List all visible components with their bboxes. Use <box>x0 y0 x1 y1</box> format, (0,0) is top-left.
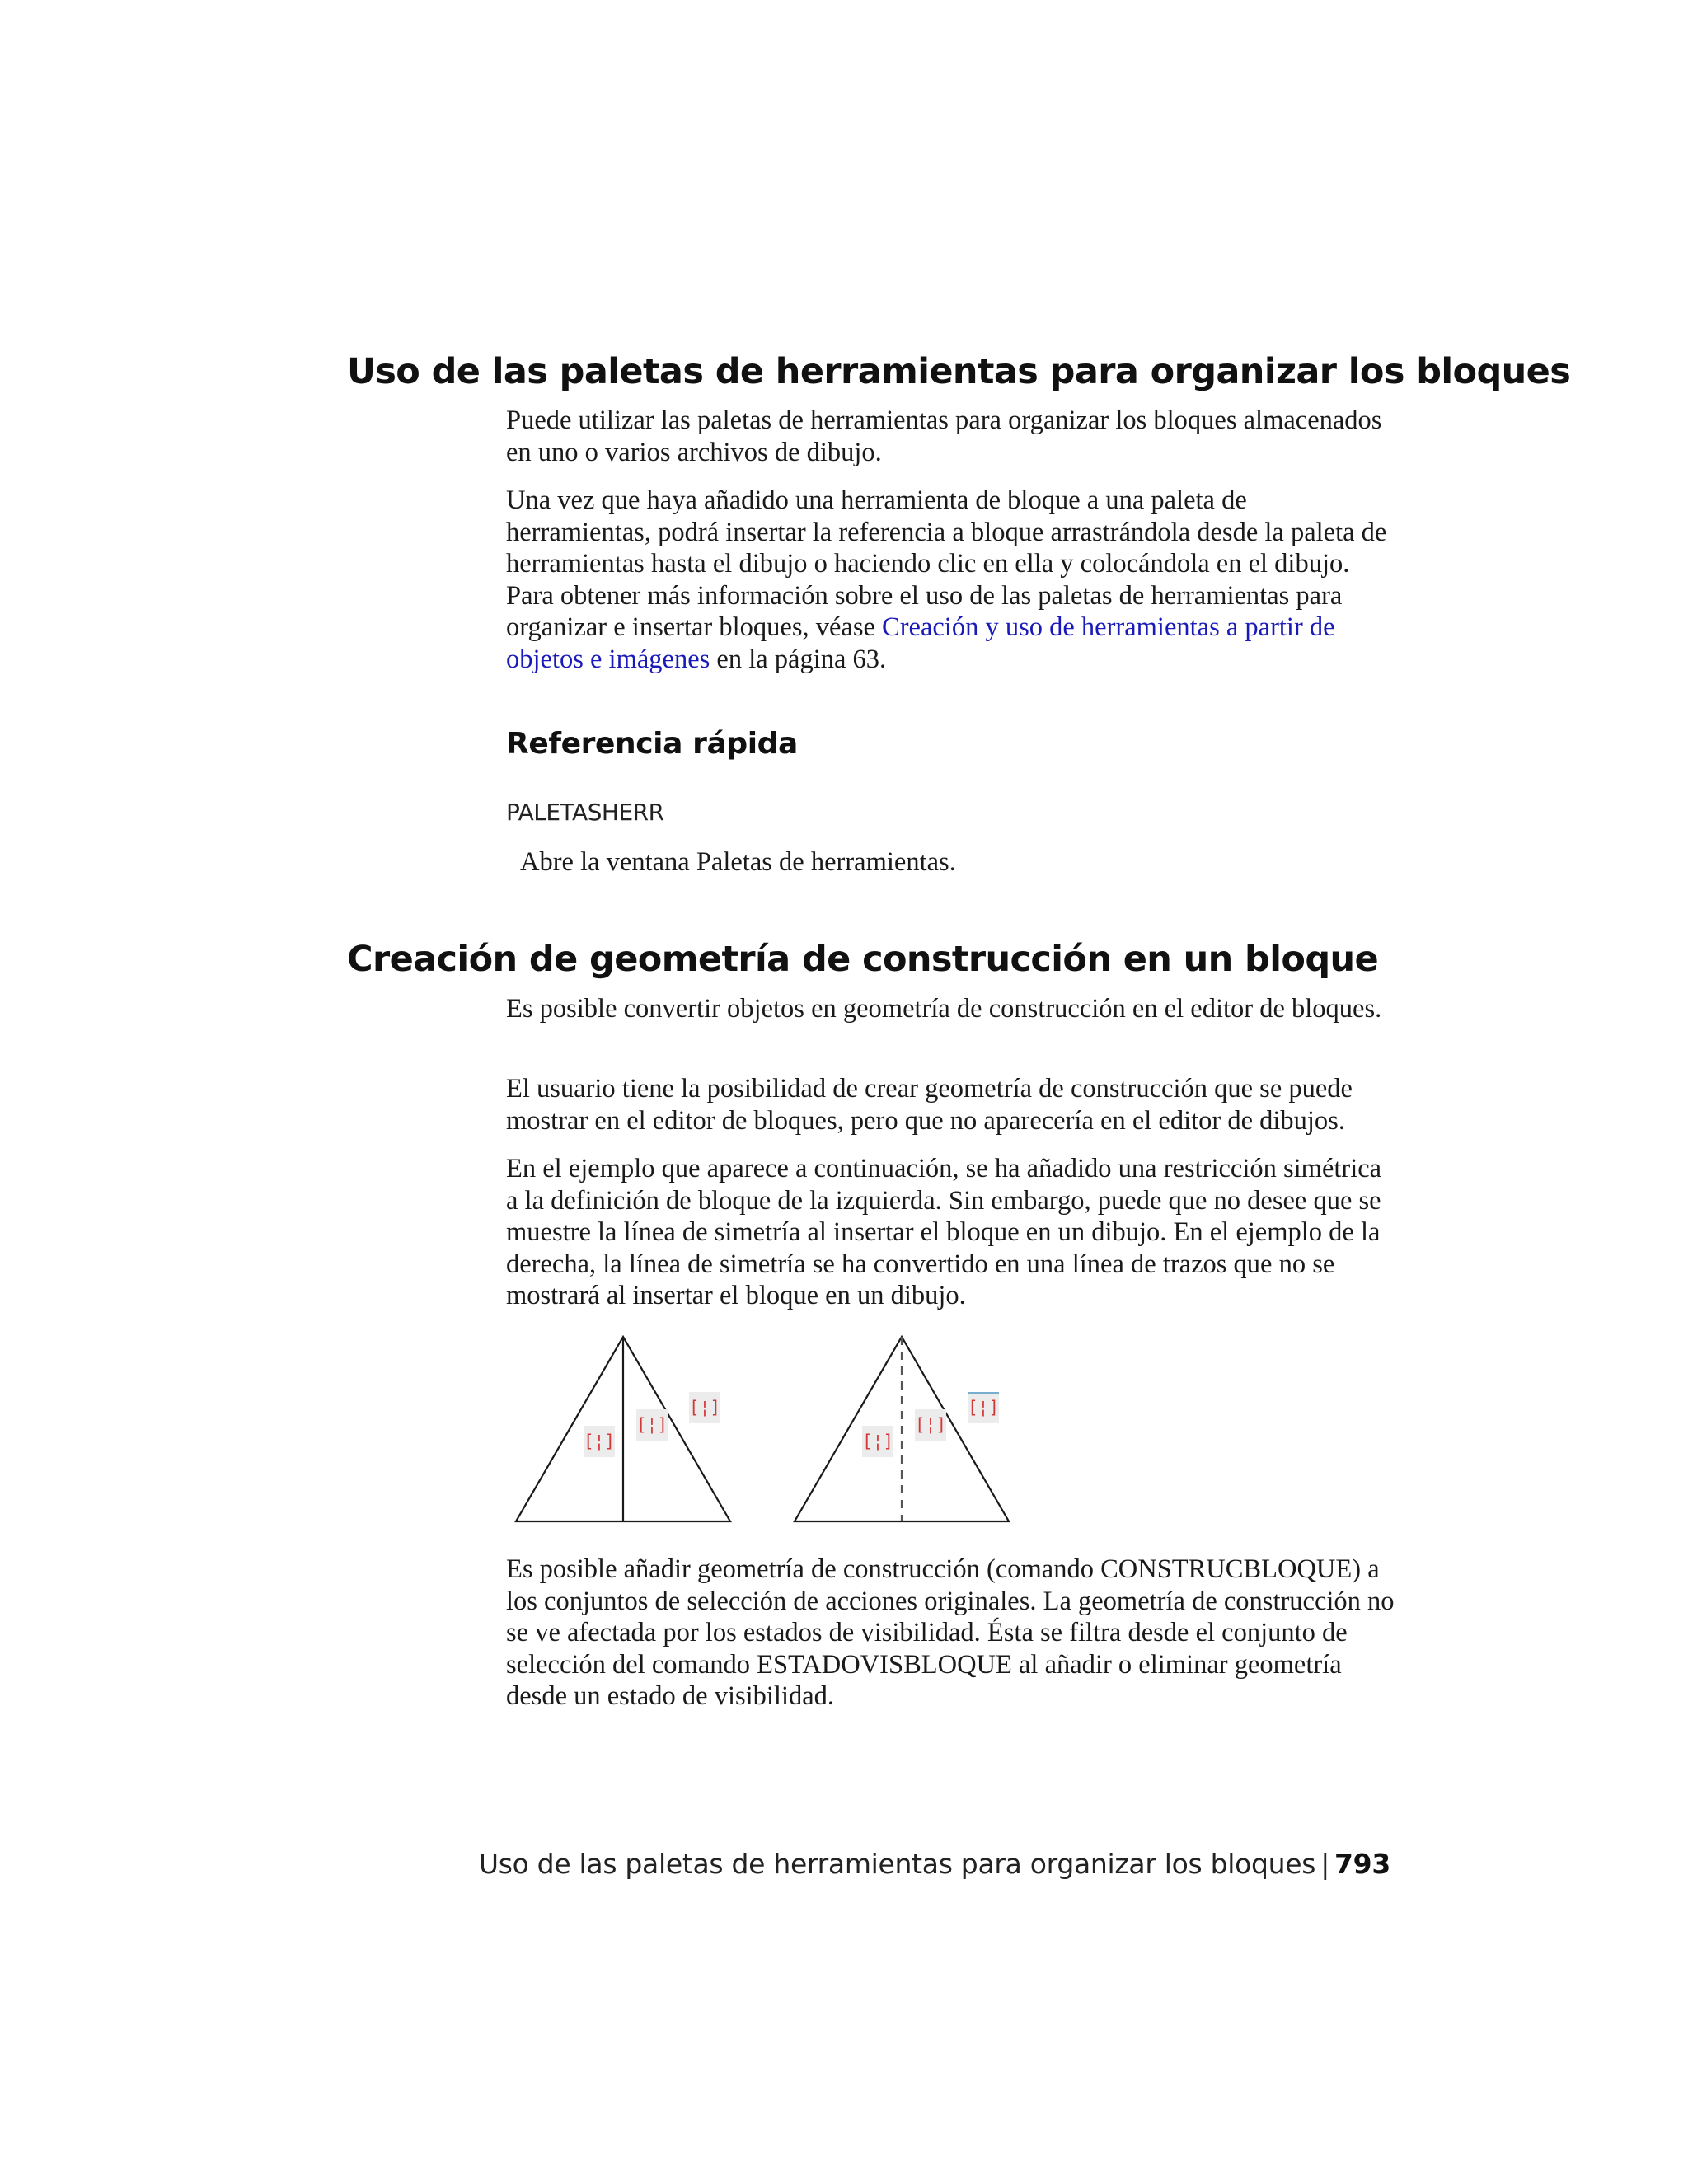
left-block-triangle <box>516 1337 730 1521</box>
section1-paragraph-2-tail: en la página 63. <box>710 644 887 674</box>
left-constraint-icon-3 <box>689 1392 720 1423</box>
section2-paragraph-2: El usuario tiene la posibilidad de crear geometría de construcción que se puede mostrar en el editor de bloques, pero que no aparecería en el editor de dibujos. <box>506 1074 1353 1136</box>
command-description: Abre la ventana Paletas de herramientas. <box>520 847 956 877</box>
section1-paragraph-2-text: Una vez que haya añadido una herramienta de bloque a una paleta de herramientas, podrá insertar la referencia a bloque arrastrándola desde la paleta de herramientas hasta el dibujo o haciendo clic en ella y colocándola en el dibujo. Para obtener más información sobre el uso de las paletas de herramientas para organizar e insertar bloques, véase <box>506 485 1387 643</box>
footer-chapter-title: Uso de las paletas de herramientas para organizar los bloques <box>478 1848 1316 1880</box>
footer-separator: | <box>1320 1848 1330 1880</box>
section1-paragraph-2 <box>506 485 1398 676</box>
right-constraint-icon-3 <box>968 1392 999 1423</box>
page-footer <box>478 1848 1390 1880</box>
page-number: 793 <box>1334 1848 1390 1880</box>
cross-reference-link[interactable]: Creación y uso de herramientas a partir de objetos e imágenes <box>506 612 1335 674</box>
section2-paragraph-1: Es posible convertir objetos en geometría de construcción en el editor de bloques. <box>506 994 1382 1024</box>
svg-text:[¦]: [¦] <box>968 1398 999 1418</box>
svg-text:[¦]: [¦] <box>584 1432 615 1451</box>
svg-text:[¦]: [¦] <box>862 1432 893 1451</box>
quick-reference-heading: Referencia rápida <box>506 727 798 761</box>
section-title-construction-geometry: Creación de geometría de construcción en un bloque <box>347 939 1379 980</box>
svg-text:[¦]: [¦] <box>636 1415 668 1435</box>
section2-paragraph-4: Es posible añadir geometría de construcción (comando CONSTRUCBLOQUE) a los conjuntos de selección de acciones originales. La geometría de construcción no se ve afectada por los estados de visibilidad. Ésta se filtra desde el conjunto de selección del comando ESTADOVISBLOQUE al añadir o eliminar geometría desde un estado de visibilidad. <box>506 1554 1395 1712</box>
svg-text:[¦]: [¦] <box>915 1415 946 1435</box>
command-name: PALETASHERR <box>506 799 664 826</box>
symmetry-constraint-figure <box>506 1327 1017 1533</box>
svg-text:[¦]: [¦] <box>689 1398 720 1418</box>
section2-paragraph-3: En el ejemplo que aparece a continuación, se ha añadido una restricción simétrica a la definición de bloque de la izquierda. Sin embargo, puede que no desee que se muestre la línea de simetría al insertar el bloque en un dibujo. En el ejemplo de la derecha, la línea de simetría se ha convertido en una línea de trazos que no se mostrará al insertar el bloque en un dibujo. <box>506 1154 1382 1311</box>
right-constraint-icon-1 <box>862 1426 893 1457</box>
right-constraint-icon-2 <box>915 1409 946 1441</box>
section1-paragraph-1: Puede utilizar las paletas de herramientas para organizar los bloques almacenados en uno o varios archivos de dibujo. <box>506 405 1382 467</box>
left-constraint-icon-1 <box>584 1426 615 1457</box>
section-title-tool-palettes: Uso de las paletas de herramientas para organizar los bloques <box>347 351 1571 392</box>
right-block-triangle <box>795 1337 1009 1521</box>
left-constraint-icon-2 <box>636 1409 668 1441</box>
